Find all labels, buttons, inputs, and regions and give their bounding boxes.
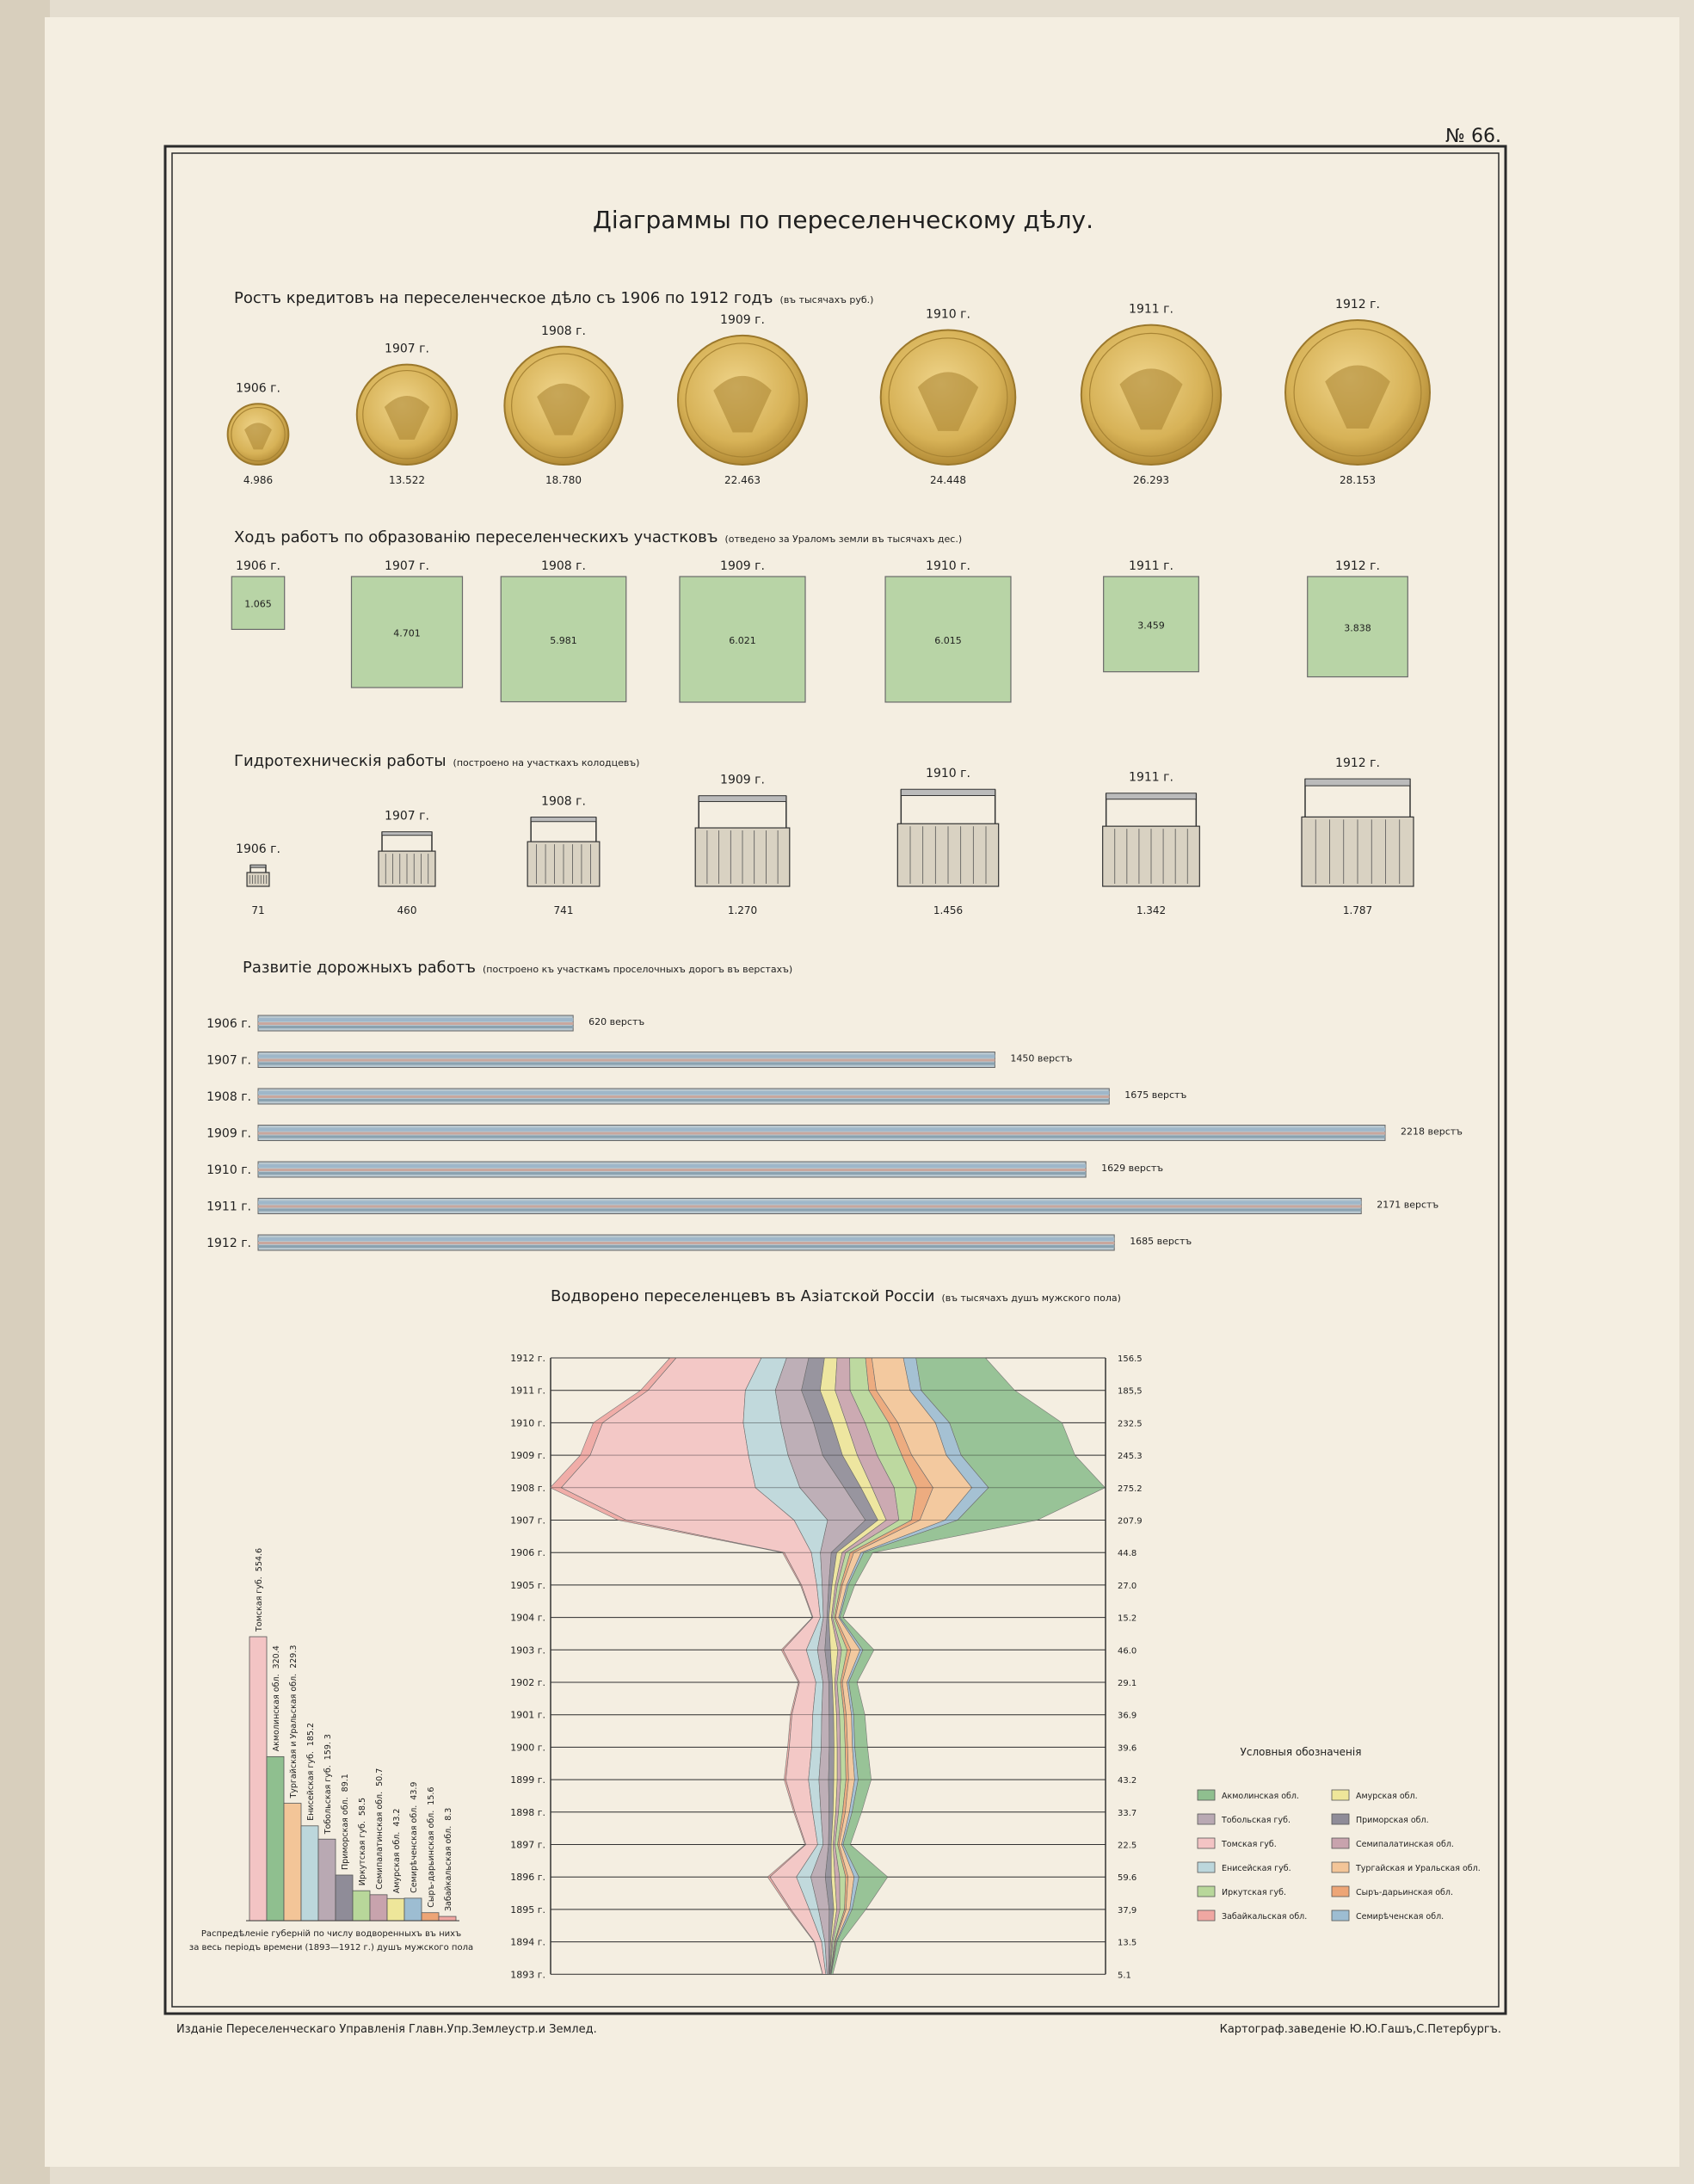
road-stripe-a-1 <box>258 1055 995 1058</box>
coin-year-0: 1906 г. <box>236 381 280 396</box>
coin-value-6: 28.153 <box>1340 474 1376 486</box>
well-value-4: 1.456 <box>933 904 964 916</box>
chart-subtitle: (въ тысячахъ руб.) <box>779 294 874 305</box>
plate-number: № 66. <box>1445 126 1501 147</box>
settler-year-11: 1901 г. <box>510 1709 545 1721</box>
well-value-2: 741 <box>553 904 574 916</box>
road-stripe-c-4 <box>258 1172 1086 1175</box>
well-year-4: 1910 г. <box>926 767 970 781</box>
well-windlass-4 <box>901 789 995 795</box>
settler-total-10: 29.1 <box>1118 1679 1137 1688</box>
road-year-0: 1906 г. <box>206 1017 251 1031</box>
coin-year-6: 1912 г. <box>1335 298 1380 312</box>
road-stripe-a-0 <box>258 1018 573 1021</box>
chart-subtitle: (отведено за Ураломъ земли въ тысячахъ дес.) <box>724 534 963 545</box>
dist-bar-3 <box>301 1826 318 1921</box>
plot-value-6: 3.838 <box>1344 622 1371 634</box>
settler-year-19: 1893 г. <box>510 1969 545 1981</box>
plot-year-5: 1911 г. <box>1129 559 1173 573</box>
settler-total-13: 43.2 <box>1118 1776 1137 1786</box>
dist-label-2 <box>289 1645 299 1799</box>
legend-swatch-2 <box>1198 1838 1215 1848</box>
legend-label-9: Тургайская и Уральская обл. <box>1356 1864 1481 1873</box>
settler-year-1: 1911 г. <box>510 1385 545 1397</box>
dist-category-11: Забайкальская обл. <box>444 1825 453 1912</box>
plot-value-2: 5.981 <box>550 634 577 646</box>
road-year-2: 1908 г. <box>206 1090 251 1104</box>
dist-value-6: 58.5 <box>358 1797 367 1817</box>
chart-title: Развитіе дорожныхъ работъ (построено къ участкамъ проселочныхъ дорогъ въ верстахъ) <box>243 959 793 977</box>
road-year-6: 1912 г. <box>206 1237 251 1250</box>
dist-label-9 <box>410 1782 419 1893</box>
dist-bar-8 <box>387 1898 404 1921</box>
road-value-6: 1685 верстъ <box>1130 1236 1192 1247</box>
plot-year-3: 1909 г. <box>720 559 765 573</box>
road-stripe-a-2 <box>258 1091 1109 1095</box>
legend-label-3: Енисейская губ. <box>1222 1864 1291 1873</box>
legend-swatch-8 <box>1332 1838 1349 1848</box>
dist-value-2: 229.3 <box>289 1644 299 1669</box>
well-windlass-2 <box>531 817 596 822</box>
dist-category-3: Енисейская губ. <box>306 1751 316 1821</box>
dist-label-4 <box>323 1734 333 1835</box>
dist-category-9: Семирѣченская обл. <box>410 1805 419 1893</box>
plot-year-0: 1906 г. <box>236 559 280 573</box>
plot-year-1: 1907 г. <box>385 559 429 573</box>
well-year-0: 1906 г. <box>236 842 280 857</box>
dist-category-4: Тобольская губ. <box>323 1765 333 1835</box>
legend-swatch-5 <box>1198 1910 1215 1921</box>
dist-title-line-1: Распредѣленіе губерній по числу водворенныхъ въ нихъ <box>200 1929 462 1939</box>
road-stripe-a-4 <box>258 1164 1086 1168</box>
dist-bar-11 <box>439 1916 456 1921</box>
dist-value-10: 15.6 <box>427 1786 436 1805</box>
settler-total-17: 37,9 <box>1118 1905 1137 1916</box>
settler-total-1: 185,5 <box>1118 1386 1143 1397</box>
settler-total-18: 13.5 <box>1118 1938 1137 1948</box>
coin-year-2: 1908 г. <box>541 324 586 338</box>
plot-value-5: 3.459 <box>1137 620 1165 632</box>
settler-total-8: 15.2 <box>1118 1613 1137 1624</box>
road-value-3: 2218 верстъ <box>1401 1126 1463 1138</box>
dist-value-3: 185.2 <box>306 1722 316 1747</box>
road-stripe-a-5 <box>258 1201 1361 1205</box>
coin-value-2: 18.780 <box>545 474 582 486</box>
settler-total-11: 36.9 <box>1118 1711 1137 1721</box>
well-windlass-0 <box>250 865 266 867</box>
road-stripe-c-5 <box>258 1209 1361 1212</box>
legend-swatch-4 <box>1198 1886 1215 1897</box>
dist-value-4: 159. 3 <box>323 1734 333 1761</box>
plot-value-4: 6.015 <box>934 634 962 646</box>
road-year-3: 1909 г. <box>206 1126 251 1141</box>
dist-category-0: Томская губ. <box>255 1576 264 1632</box>
chart-title: Ходъ работъ по образованію переселенческихъ участковъ (отведено за Ураломъ земли въ тысячахъ дес.) <box>234 528 963 546</box>
dist-category-6: Иркутская губ. <box>358 1821 367 1886</box>
dist-value-0: 554.6 <box>255 1548 264 1572</box>
settler-total-5: 207.9 <box>1118 1516 1143 1527</box>
settler-year-17: 1895 г. <box>510 1903 545 1916</box>
plot-value-3: 6.021 <box>729 635 756 646</box>
settler-year-9: 1903 г. <box>510 1644 545 1657</box>
settler-year-4: 1908 г. <box>510 1482 545 1494</box>
settler-year-2: 1910 г. <box>510 1417 545 1429</box>
chart-subtitle: (построено на участкахъ колодцевъ) <box>453 757 640 768</box>
coin-value-0: 4.986 <box>243 474 274 486</box>
settler-year-10: 1902 г. <box>510 1677 545 1688</box>
settler-total-2: 232.5 <box>1118 1419 1143 1429</box>
road-value-1: 1450 верстъ <box>1010 1052 1073 1064</box>
dist-bar-4 <box>318 1839 336 1921</box>
legend-label-11: Семирѣченская обл. <box>1356 1912 1445 1922</box>
book-binding <box>0 0 50 2184</box>
settler-year-6: 1906 г. <box>510 1547 545 1559</box>
settler-year-12: 1900 г. <box>510 1742 545 1754</box>
settler-total-4: 275.2 <box>1118 1484 1143 1494</box>
legend-label-8: Семипалатинская обл. <box>1356 1840 1454 1849</box>
settler-year-14: 1898 г. <box>510 1806 545 1818</box>
plot-year-6: 1912 г. <box>1335 559 1380 573</box>
dist-value-9: 43.9 <box>410 1781 419 1800</box>
coin-year-5: 1911 г. <box>1129 302 1173 317</box>
settler-year-15: 1897 г. <box>510 1839 545 1851</box>
dist-value-5: 89.1 <box>341 1774 350 1792</box>
footer-right: Картограф.заведеніе Ю.Ю.Гашъ,С.Петербургъ. <box>1219 2023 1501 2036</box>
coin-value-3: 22.463 <box>724 474 761 486</box>
well-year-3: 1909 г. <box>720 773 765 787</box>
settler-total-19: 5.1 <box>1118 1971 1131 1981</box>
coin-value-1: 13.522 <box>389 474 425 486</box>
legend-swatch-1 <box>1198 1814 1215 1824</box>
settler-year-18: 1894 г. <box>510 1936 545 1948</box>
settler-total-7: 27.0 <box>1118 1581 1137 1591</box>
dist-bar-2 <box>284 1804 301 1921</box>
road-stripe-c-6 <box>258 1245 1114 1248</box>
dist-label-5 <box>341 1774 350 1870</box>
plot-value-1: 4.701 <box>393 627 421 639</box>
well-year-5: 1911 г. <box>1129 770 1173 785</box>
dist-label-1 <box>272 1645 281 1751</box>
settler-year-3: 1909 г. <box>510 1450 545 1462</box>
legend-swatch-3 <box>1198 1862 1215 1872</box>
dist-bar-10 <box>422 1913 439 1921</box>
settler-year-13: 1899 г. <box>510 1774 545 1786</box>
chart-subtitle: (построено къ участкамъ проселочныхъ дорогъ въ верстахъ) <box>483 964 793 975</box>
coin-year-3: 1909 г. <box>720 312 765 327</box>
legend-label-2: Томская губ. <box>1222 1840 1277 1849</box>
road-stripe-a-6 <box>258 1237 1114 1241</box>
settler-year-16: 1896 г. <box>510 1872 545 1884</box>
settler-total-9: 46.0 <box>1118 1646 1137 1657</box>
chart-title: Водворено переселенцевъ въ Азіатской Россіи (въ тысячахъ душъ мужского пола) <box>551 1287 1121 1305</box>
settler-total-3: 245.3 <box>1118 1452 1143 1462</box>
dist-label-3 <box>306 1723 316 1821</box>
well-windlass-5 <box>1106 793 1197 799</box>
road-stripe-c-3 <box>258 1136 1385 1138</box>
road-stripe-c-0 <box>258 1026 573 1028</box>
dist-title-line-2: за весь періодъ времени (1893—1912 г.) душъ мужского пола <box>188 1943 474 1953</box>
well-year-6: 1912 г. <box>1335 756 1380 771</box>
well-windlass-1 <box>382 832 432 836</box>
road-stripe-b-0 <box>258 1022 573 1025</box>
legend-swatch-10 <box>1332 1886 1349 1897</box>
settler-year-5: 1907 г. <box>510 1515 545 1527</box>
legend-label-10: Сыръ-дарьинская обл. <box>1356 1888 1453 1897</box>
well-windlass-6 <box>1305 779 1410 786</box>
dist-value-7: 50.7 <box>375 1768 385 1786</box>
dist-bar-7 <box>370 1895 387 1921</box>
legend-label-5: Забайкальская обл. <box>1222 1912 1308 1922</box>
legend-swatch-9 <box>1332 1862 1349 1872</box>
road-value-0: 620 верстъ <box>588 1016 645 1027</box>
road-year-4: 1910 г. <box>206 1163 251 1177</box>
dist-bar-0 <box>249 1637 267 1921</box>
legend-swatch-0 <box>1198 1790 1215 1800</box>
well-value-0: 71 <box>251 904 265 916</box>
well-value-6: 1.787 <box>1342 904 1373 916</box>
road-stripe-b-3 <box>258 1132 1385 1135</box>
dist-label-8 <box>392 1809 402 1894</box>
legend-swatch-11 <box>1332 1910 1349 1921</box>
plot-year-4: 1910 г. <box>926 559 970 573</box>
well-windlass-3 <box>699 796 786 802</box>
well-year-2: 1908 г. <box>541 794 586 809</box>
legend-label-4: Иркутская губ. <box>1222 1888 1287 1897</box>
legend-title: Условныя обозначенія <box>1240 1746 1362 1758</box>
road-stripe-b-2 <box>258 1095 1109 1098</box>
coin-value-4: 24.448 <box>930 474 966 486</box>
dist-value-1: 320.4 <box>272 1645 281 1669</box>
dist-bar-5 <box>336 1875 353 1921</box>
dist-category-8: Амурская обл. <box>392 1831 402 1894</box>
road-year-5: 1911 г. <box>206 1200 251 1214</box>
well-value-3: 1.270 <box>727 904 758 916</box>
settler-total-16: 59.6 <box>1118 1873 1137 1884</box>
footer-left: Изданіе Переселенческаго Управленія Главн.Упр.Землеустр.и Землед. <box>176 2023 597 2036</box>
settler-total-6: 44.8 <box>1118 1549 1137 1559</box>
road-stripe-b-5 <box>258 1206 1361 1208</box>
dist-category-5: Приморская обл. <box>341 1797 350 1870</box>
road-year-1: 1907 г. <box>206 1053 251 1068</box>
settler-total-12: 39.6 <box>1118 1743 1137 1754</box>
dist-category-2: Тургайская и Уральская обл. <box>289 1673 299 1798</box>
settler-year-8: 1904 г. <box>510 1612 545 1624</box>
road-stripe-b-6 <box>258 1242 1114 1244</box>
legend-label-6: Амурская обл. <box>1356 1792 1418 1801</box>
dist-label-10 <box>427 1787 436 1908</box>
dist-bar-6 <box>353 1891 370 1921</box>
dist-label-0 <box>255 1548 264 1632</box>
plot-value-0: 1.065 <box>244 598 272 610</box>
page-title: Діаграммы по переселенческому дѣлу. <box>593 206 1093 234</box>
road-stripe-c-2 <box>258 1099 1109 1101</box>
dist-label-6 <box>358 1798 367 1885</box>
settler-year-0: 1912 г. <box>510 1353 545 1364</box>
plot-year-2: 1908 г. <box>541 559 586 573</box>
road-stripe-b-4 <box>258 1169 1086 1171</box>
chart-title: Ростъ кредитовъ на переселенческое дѣло съ 1906 по 1912 годъ (въ тысячахъ руб.) <box>234 289 874 307</box>
dist-bar-9 <box>404 1898 422 1921</box>
legend-label-7: Приморская обл. <box>1356 1816 1429 1825</box>
settler-total-14: 33.7 <box>1118 1808 1137 1818</box>
dist-value-8: 43.2 <box>392 1808 402 1827</box>
settler-year-7: 1905 г. <box>510 1579 545 1591</box>
road-stripe-a-3 <box>258 1128 1385 1132</box>
road-stripe-b-1 <box>258 1059 995 1062</box>
coin-value-5: 26.293 <box>1133 474 1169 486</box>
legend-swatch-6 <box>1332 1790 1349 1800</box>
dist-category-1: Акмолинская обл. <box>272 1674 281 1752</box>
dist-category-10: Сыръ-дарьинская обл. <box>427 1810 436 1908</box>
coin-year-4: 1910 г. <box>926 307 970 322</box>
road-value-5: 2171 верстъ <box>1377 1199 1439 1211</box>
chart-title: Гидротехническія работы (построено на участкахъ колодцевъ) <box>234 752 640 770</box>
settler-total-15: 22.5 <box>1118 1841 1137 1851</box>
coin-year-1: 1907 г. <box>385 342 429 356</box>
dist-label-7 <box>375 1768 385 1890</box>
well-value-5: 1.342 <box>1136 904 1167 916</box>
well-year-1: 1907 г. <box>385 809 429 824</box>
legend-swatch-7 <box>1332 1814 1349 1824</box>
dist-bar-1 <box>267 1756 284 1921</box>
well-value-1: 460 <box>397 904 417 916</box>
legend-label-0: Акмолинская обл. <box>1222 1792 1299 1801</box>
dist-value-11: 8.3 <box>444 1807 453 1821</box>
settler-total-0: 156.5 <box>1118 1354 1143 1364</box>
road-stripe-c-1 <box>258 1063 995 1065</box>
road-value-4: 1629 верстъ <box>1101 1163 1164 1174</box>
legend-label-1: Тобольская губ. <box>1222 1816 1291 1825</box>
chart-subtitle: (въ тысячахъ душъ мужского пола) <box>941 1293 1121 1304</box>
dist-category-7: Семипалатинская обл. <box>375 1791 385 1890</box>
road-value-2: 1675 верстъ <box>1124 1089 1187 1101</box>
